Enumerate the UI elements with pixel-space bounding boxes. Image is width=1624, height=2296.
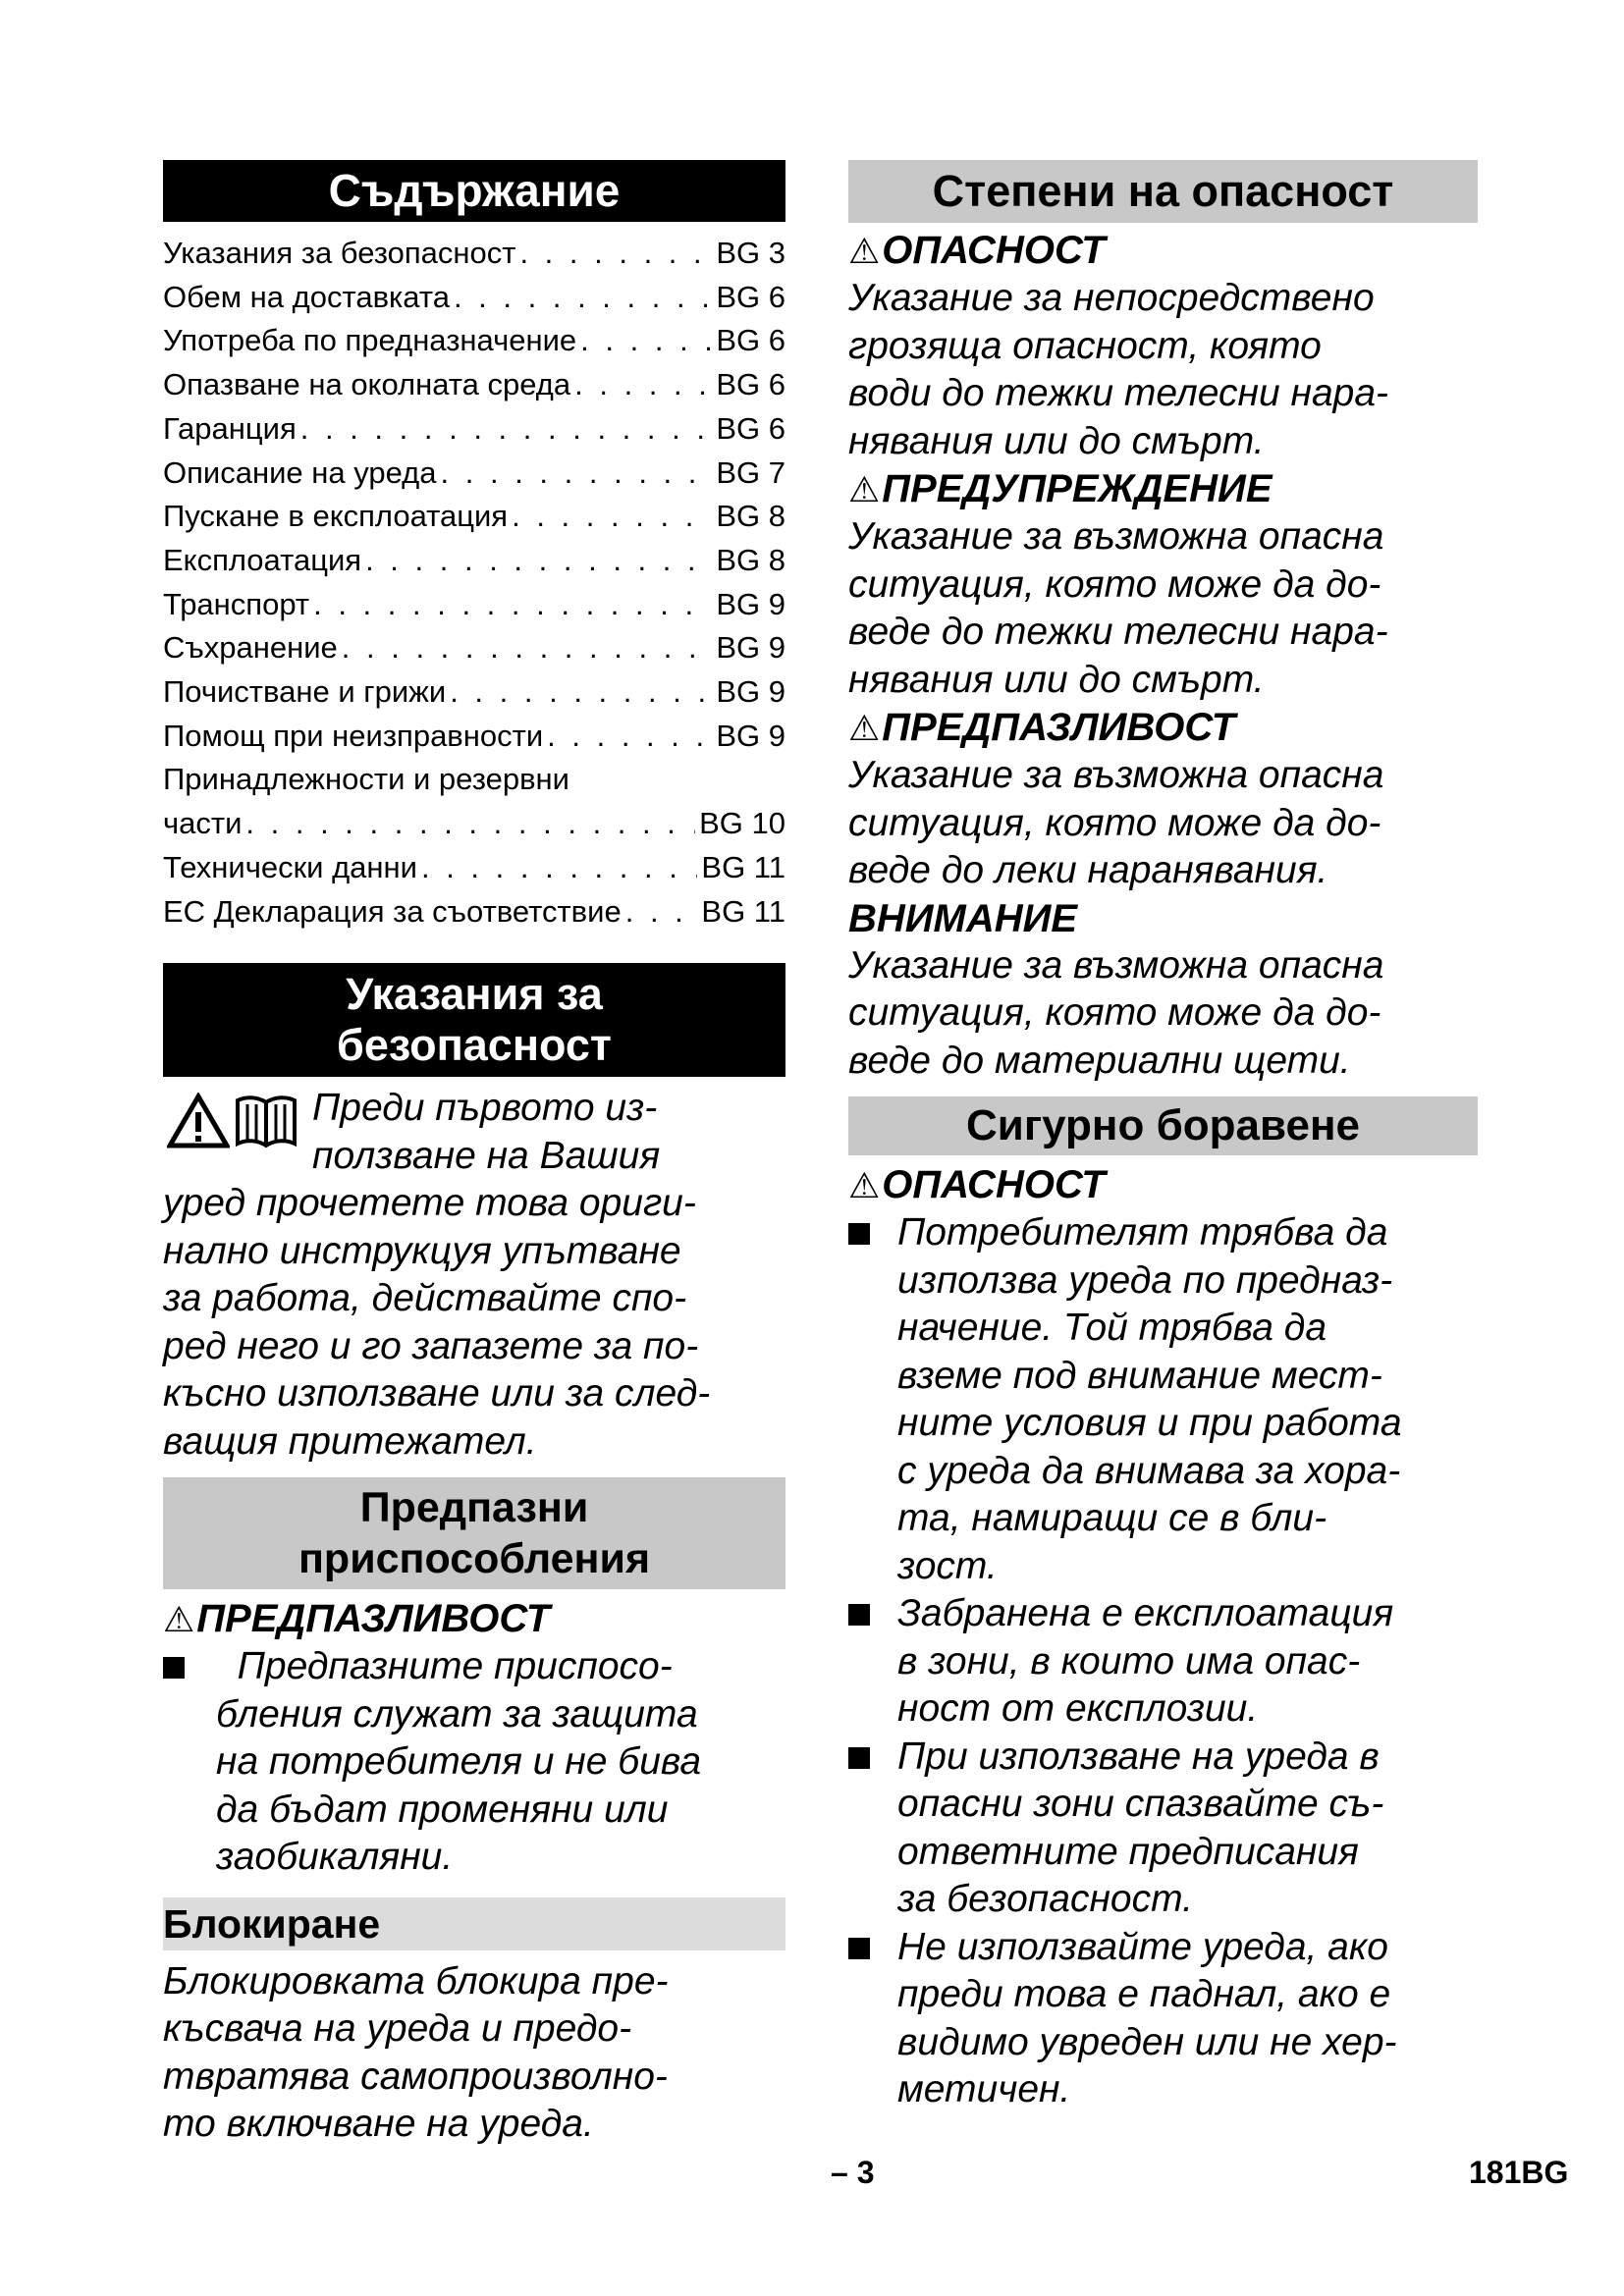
safe-handling-bullet bbox=[848, 1734, 1478, 1924]
toc-leader-dots bbox=[441, 452, 713, 496]
toc-leader-dots bbox=[245, 802, 695, 846]
toc-item[interactable] bbox=[163, 363, 785, 407]
text-line: твратява самопроизволно- bbox=[163, 2055, 668, 2098]
toc-item[interactable] bbox=[163, 846, 785, 890]
text-line: Предпазните приспосо- bbox=[216, 1645, 673, 1688]
safety-heading-line: Указания за bbox=[346, 969, 603, 1020]
text-line: нявания или до смърт. bbox=[848, 658, 1265, 701]
toc-leader-dots bbox=[580, 319, 712, 363]
toc-item-title: Съхранение bbox=[163, 630, 338, 666]
danger-description bbox=[848, 275, 1478, 465]
toc-item-title: Обем на доставката bbox=[163, 279, 450, 314]
toc-item-page: BG 11 bbox=[701, 849, 785, 884]
attention-label bbox=[848, 895, 1478, 942]
document-code: 181BG bbox=[1469, 2155, 1569, 2190]
text-line: видимо увреден или не хер- bbox=[897, 2020, 1397, 2063]
toc-item-page: BG 3 bbox=[716, 236, 785, 270]
text-line: Блокировката блокира пре- bbox=[163, 1959, 669, 2002]
caution-label bbox=[163, 1595, 785, 1643]
attention-label-text: ВНИМАНИЕ bbox=[848, 896, 1078, 940]
text-line: да бъдат променяни или bbox=[216, 1788, 669, 1831]
right-column bbox=[848, 160, 1478, 2114]
warning-triangle-icon: ⚠ bbox=[848, 231, 881, 271]
toc-item-title: Описание на уреда bbox=[163, 454, 437, 490]
bullet-square-icon bbox=[163, 1657, 185, 1679]
toc-item-page: BG 6 bbox=[716, 323, 785, 358]
text-line: късвача на уреда и предо- bbox=[163, 2007, 632, 2051]
text-line: грозяща опасност, която bbox=[848, 324, 1322, 367]
safe-handling-bullets bbox=[848, 1209, 1478, 2114]
warning-triangle-icon bbox=[167, 1093, 230, 1149]
toc-leader-dots bbox=[574, 363, 712, 407]
safe-handling-bullet bbox=[848, 1209, 1478, 1590]
text-line: веде до материални щети. bbox=[848, 1039, 1351, 1082]
text-line: веде до леки наранявания. bbox=[848, 849, 1328, 891]
toc-item[interactable] bbox=[163, 232, 785, 276]
text-line: При използване на уреда в bbox=[897, 1735, 1380, 1778]
warning-triangle-icon: ⚠ bbox=[848, 1165, 881, 1205]
toc-item-title: Принадлежности и резервни bbox=[163, 762, 569, 797]
text-line: нално инструкцуя упътване bbox=[163, 1229, 681, 1272]
toc-item-title: Почистване и грижи bbox=[163, 674, 447, 710]
toc-item[interactable] bbox=[163, 539, 785, 583]
protective-bullet bbox=[163, 1643, 785, 1882]
text-line: Указание за възможна опасна bbox=[848, 515, 1384, 558]
toc-item[interactable] bbox=[163, 670, 785, 715]
toc-item-title: Пускане в експлоатация bbox=[163, 499, 509, 534]
toc-leader-dots bbox=[421, 846, 697, 890]
warning-triangle-icon: ⚠ bbox=[848, 708, 881, 748]
safety-intro bbox=[163, 1085, 785, 1466]
safe-handling-bullet bbox=[848, 1590, 1478, 1734]
toc-item-page: BG 9 bbox=[716, 586, 785, 621]
toc-item[interactable] bbox=[163, 890, 785, 934]
bullet-square-icon bbox=[848, 1747, 870, 1769]
text-line: Не използвайте уреда, ако bbox=[897, 1925, 1388, 1968]
text-line: ползване на Вашия bbox=[312, 1134, 661, 1177]
toc-item-page: BG 6 bbox=[716, 367, 785, 402]
danger-label-text: ОПАСНОСТ bbox=[882, 229, 1106, 272]
toc-item[interactable] bbox=[163, 319, 785, 363]
toc-item-page: BG 11 bbox=[701, 893, 785, 929]
toc-item-page: BG 9 bbox=[716, 718, 785, 753]
text-line: бления служат за защита bbox=[216, 1692, 698, 1735]
text-line: Указание за възможна опасна bbox=[848, 754, 1384, 796]
text-line: ност от експлозии. bbox=[897, 1687, 1259, 1730]
toc-item-page: BG 8 bbox=[716, 499, 785, 534]
toc-item-title: Употреба по предназначение bbox=[163, 323, 577, 358]
hazard-levels-heading: Степени на опасност bbox=[848, 160, 1478, 223]
toc-item[interactable] bbox=[163, 626, 785, 670]
caution-description bbox=[848, 752, 1478, 895]
text-line: ред него и го запазете за по- bbox=[163, 1324, 699, 1367]
text-line: на потребителя и не бива bbox=[216, 1740, 702, 1784]
toc-item[interactable] bbox=[163, 407, 785, 452]
text-line: в зони, в които има опас- bbox=[897, 1639, 1361, 1682]
warning-triangle-icon: ⚠ bbox=[848, 469, 881, 509]
text-line: за безопасност. bbox=[897, 1878, 1193, 1920]
toc-leader-dots bbox=[450, 670, 712, 715]
toc-item[interactable] bbox=[163, 276, 785, 320]
text-line: зост. bbox=[897, 1544, 998, 1587]
blocking-text bbox=[163, 1958, 785, 2149]
toc-item-page: BG 6 bbox=[716, 410, 785, 446]
text-line: използва уреда по предназ- bbox=[897, 1258, 1393, 1302]
book-manual-icon bbox=[234, 1093, 298, 1149]
toc-item[interactable] bbox=[163, 715, 785, 759]
caution-label-text: ПРЕДПАЗЛИВОСТ bbox=[196, 1597, 551, 1641]
text-line: ответните предписания bbox=[897, 1830, 1359, 1873]
toc-item-title: Помощ при неизправности bbox=[163, 718, 544, 753]
text-line: веде до тежки телесни нара- bbox=[848, 611, 1388, 653]
text-line: начение. Той трябва да bbox=[897, 1307, 1327, 1349]
toc-item-title: Указания за безопасност bbox=[163, 236, 516, 270]
text-line: ващия притежател. bbox=[163, 1419, 537, 1463]
text-line: нявания или до смърт. bbox=[848, 419, 1265, 462]
toc-leader-dots bbox=[519, 232, 712, 276]
toc-item-accessories[interactable] bbox=[163, 758, 785, 845]
danger-label bbox=[848, 227, 1478, 275]
blocking-heading: Блокиране bbox=[163, 1897, 785, 1950]
protective-devices-heading bbox=[163, 1477, 785, 1589]
protective-heading-line: приспособления bbox=[298, 1535, 651, 1583]
text-line: опасни зони спазвайте съ- bbox=[897, 1783, 1384, 1825]
toc-item-page: BG 7 bbox=[716, 454, 785, 490]
danger-label-text: ОПАСНОСТ bbox=[882, 1163, 1106, 1206]
table-of-contents bbox=[163, 232, 785, 934]
toc-item[interactable] bbox=[163, 452, 785, 496]
safety-heading bbox=[163, 963, 785, 1077]
text-line: ситуация, която може да до- bbox=[848, 562, 1381, 606]
toc-item[interactable] bbox=[163, 583, 785, 627]
toc-leader-dots bbox=[454, 276, 712, 320]
toc-item-page: BG 9 bbox=[716, 630, 785, 666]
toc-item[interactable] bbox=[163, 495, 785, 539]
text-line: вземе под внимание мест- bbox=[897, 1354, 1382, 1397]
bullet-square-icon bbox=[848, 1223, 870, 1245]
attention-description bbox=[848, 942, 1478, 1086]
warning-label-text: ПРЕДУПРЕЖДЕНИЕ bbox=[882, 467, 1272, 510]
toc-heading: Съдържание bbox=[163, 160, 785, 222]
text-line: за работа, действайте спо- bbox=[163, 1277, 687, 1320]
toc-item-page: BG 10 bbox=[699, 806, 785, 841]
text-line: Забранена е експлоатация bbox=[897, 1592, 1394, 1634]
toc-item-title: ЕС Декларация за съответствие bbox=[163, 893, 622, 929]
warning-description bbox=[848, 513, 1478, 704]
toc-item-title: Технически данни bbox=[163, 849, 417, 884]
caution-label-text: ПРЕДПАЗЛИВОСТ bbox=[882, 706, 1236, 749]
toc-leader-dots bbox=[547, 715, 712, 759]
safety-heading-line: безопасност bbox=[337, 1020, 612, 1071]
text-line: Указание за непосредствено bbox=[848, 277, 1375, 319]
text-line: уред прочетете това ориги- bbox=[163, 1182, 696, 1225]
caution-label bbox=[848, 704, 1478, 752]
toc-item-title: Експлоатация bbox=[163, 542, 362, 577]
text-line: ните условия и при работа bbox=[897, 1402, 1402, 1444]
danger-label bbox=[848, 1161, 1478, 1209]
text-line: Преди първото из- bbox=[312, 1087, 658, 1130]
text-line: късно използване или за след- bbox=[163, 1372, 711, 1415]
safe-handling-heading: Сигурно боравене bbox=[848, 1096, 1478, 1155]
text-line: с уреда да внимава за хора- bbox=[897, 1449, 1401, 1492]
toc-item-page: BG 8 bbox=[716, 542, 785, 577]
toc-item-page: BG 9 bbox=[716, 674, 785, 710]
text-line: Указание за възможна опасна bbox=[848, 943, 1384, 987]
safe-handling-bullet bbox=[848, 1924, 1478, 2114]
text-line: та, намиращи се в бли- bbox=[897, 1497, 1327, 1539]
text-line: преди това е паднал, ако е bbox=[897, 1973, 1391, 2015]
toc-leader-dots bbox=[313, 583, 712, 627]
toc-item-title: Опазване на околната среда bbox=[163, 367, 571, 402]
warning-and-manual-icons bbox=[167, 1093, 298, 1149]
warning-label bbox=[848, 465, 1478, 513]
text-line: ситуация, която може да до- bbox=[848, 801, 1381, 844]
bullet-square-icon bbox=[848, 1604, 870, 1626]
toc-item-title: Гаранция bbox=[163, 410, 297, 446]
protective-heading-line: Предпазни bbox=[359, 1484, 589, 1532]
toc-leader-dots bbox=[512, 495, 712, 539]
warning-triangle-icon: ⚠ bbox=[163, 1599, 195, 1640]
toc-leader-dots bbox=[300, 407, 713, 452]
toc-leader-dots bbox=[365, 539, 712, 583]
left-column bbox=[163, 160, 785, 2149]
bullet-square-icon bbox=[848, 1938, 870, 1959]
text-line: води до тежки телесни нара- bbox=[848, 372, 1388, 414]
text-line: метичен. bbox=[897, 2068, 1071, 2110]
text-line: Потребителят трябва да bbox=[897, 1211, 1388, 1254]
page-number: – 3 bbox=[831, 2155, 875, 2190]
toc-item-title: Транспорт bbox=[163, 586, 310, 621]
text-line: заобикаляни. bbox=[216, 1836, 454, 1879]
toc-item-title: части bbox=[163, 806, 243, 841]
toc-item-page: BG 6 bbox=[716, 279, 785, 314]
toc-leader-dots bbox=[342, 626, 713, 670]
toc-leader-dots bbox=[625, 890, 698, 934]
text-line: то включване на уреда. bbox=[163, 2103, 594, 2146]
text-line: ситуация, която може да до- bbox=[848, 991, 1381, 1034]
